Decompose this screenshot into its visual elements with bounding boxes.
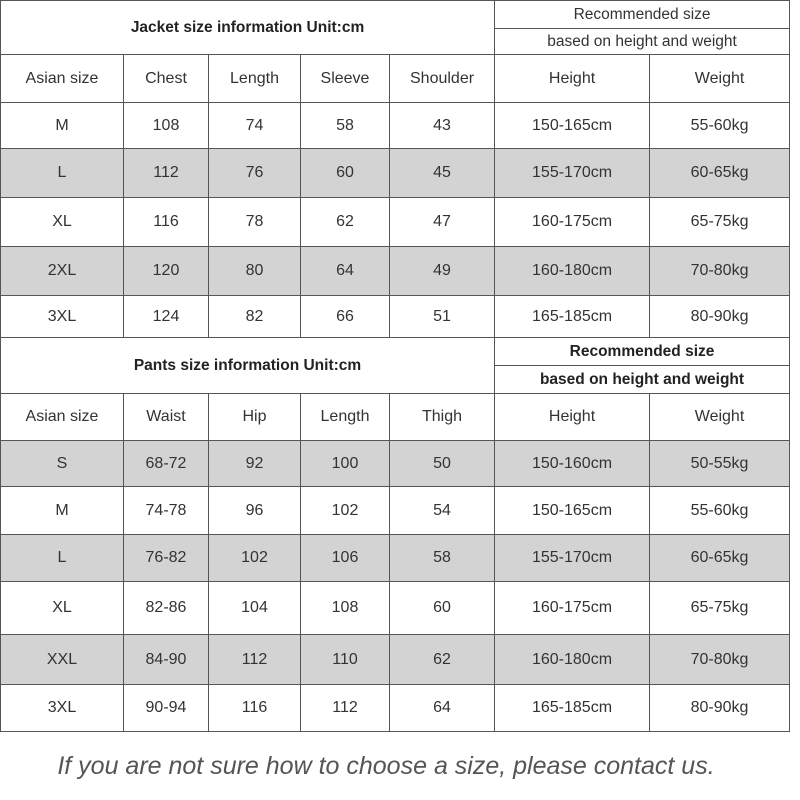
table-cell: 66	[301, 296, 390, 338]
table-cell: 51	[390, 296, 495, 338]
table-cell: 116	[124, 198, 209, 247]
table-cell: 96	[209, 487, 301, 535]
table-cell: 64	[390, 685, 495, 732]
table-cell: 60-65kg	[650, 535, 790, 582]
table-cell: S	[1, 441, 124, 487]
table-cell: 74-78	[124, 487, 209, 535]
pants-title: Pants size information Unit:cm	[1, 338, 495, 394]
table-cell: 106	[301, 535, 390, 582]
header-cell: Height	[495, 55, 650, 103]
table-cell: XXL	[1, 635, 124, 685]
table-cell: 62	[301, 198, 390, 247]
table-cell: 55-60kg	[650, 487, 790, 535]
table-cell: 150-160cm	[495, 441, 650, 487]
table-cell: 2XL	[1, 247, 124, 296]
table-cell: 45	[390, 149, 495, 198]
table-cell: 124	[124, 296, 209, 338]
table-cell: 160-175cm	[495, 582, 650, 635]
jacket-header-row	[1, 55, 790, 103]
table-cell: 82	[209, 296, 301, 338]
table-cell: 120	[124, 247, 209, 296]
table-cell: 90-94	[124, 685, 209, 732]
header-cell: Weight	[650, 394, 790, 441]
table-row	[1, 535, 790, 582]
table-cell: 58	[301, 103, 390, 149]
table-cell: XL	[1, 582, 124, 635]
table-row	[1, 487, 790, 535]
contact-note: If you are not sure how to choose a size, please contact us.	[57, 752, 715, 780]
header-cell: Asian size	[1, 55, 124, 103]
table-cell: 60	[301, 149, 390, 198]
pants-size-table	[0, 337, 790, 732]
header-cell: Waist	[124, 394, 209, 441]
header-cell: Height	[495, 394, 650, 441]
table-cell: 116	[209, 685, 301, 732]
table-cell: 160-175cm	[495, 198, 650, 247]
table-cell: 68-72	[124, 441, 209, 487]
header-cell: Chest	[124, 55, 209, 103]
header-cell: Shoulder	[390, 55, 495, 103]
table-cell: 92	[209, 441, 301, 487]
header-cell: Weight	[650, 55, 790, 103]
header-cell: Asian size	[1, 394, 124, 441]
table-cell: 70-80kg	[650, 635, 790, 685]
table-cell: 55-60kg	[650, 103, 790, 149]
table-cell: 84-90	[124, 635, 209, 685]
table-row	[1, 685, 790, 732]
header-cell: Length	[301, 394, 390, 441]
table-cell: 80-90kg	[650, 685, 790, 732]
table-cell: 108	[124, 103, 209, 149]
table-cell: 155-170cm	[495, 535, 650, 582]
table-cell: 65-75kg	[650, 582, 790, 635]
table-cell: 100	[301, 441, 390, 487]
pants-header-row	[1, 394, 790, 441]
table-cell: 3XL	[1, 296, 124, 338]
table-cell: 110	[301, 635, 390, 685]
table-cell: 78	[209, 198, 301, 247]
table-cell: 60-65kg	[650, 149, 790, 198]
table-cell: M	[1, 103, 124, 149]
table-cell: 112	[124, 149, 209, 198]
table-cell: 80	[209, 247, 301, 296]
table-cell: 49	[390, 247, 495, 296]
pants-recommended-subtitle: based on height and weight	[495, 366, 790, 394]
jacket-recommended-subtitle: based on height and weight	[495, 29, 790, 55]
table-cell: 58	[390, 535, 495, 582]
table-cell: 165-185cm	[495, 685, 650, 732]
table-cell: 50	[390, 441, 495, 487]
jacket-title: Jacket size information Unit:cm	[1, 1, 495, 55]
table-cell: 70-80kg	[650, 247, 790, 296]
table-cell: 54	[390, 487, 495, 535]
table-cell: 102	[301, 487, 390, 535]
header-cell: Length	[209, 55, 301, 103]
table-cell: 3XL	[1, 685, 124, 732]
table-row	[1, 149, 790, 198]
table-cell: 50-55kg	[650, 441, 790, 487]
table-cell: 102	[209, 535, 301, 582]
table-cell: XL	[1, 198, 124, 247]
table-row	[1, 296, 790, 338]
table-cell: 80-90kg	[650, 296, 790, 338]
table-cell: 65-75kg	[650, 198, 790, 247]
jacket-recommended-title: Recommended size	[495, 1, 790, 29]
table-cell: 60	[390, 582, 495, 635]
table-cell: 150-165cm	[495, 487, 650, 535]
table-cell: 150-165cm	[495, 103, 650, 149]
table-cell: 165-185cm	[495, 296, 650, 338]
table-cell: 160-180cm	[495, 247, 650, 296]
table-row	[1, 441, 790, 487]
table-cell: L	[1, 149, 124, 198]
table-cell: 112	[209, 635, 301, 685]
table-cell: M	[1, 487, 124, 535]
table-row	[1, 247, 790, 296]
jacket-size-table	[0, 0, 790, 338]
table-cell: 74	[209, 103, 301, 149]
table-cell: L	[1, 535, 124, 582]
table-cell: 43	[390, 103, 495, 149]
table-cell: 64	[301, 247, 390, 296]
table-cell: 76	[209, 149, 301, 198]
table-cell: 108	[301, 582, 390, 635]
table-row	[1, 198, 790, 247]
table-row	[1, 103, 790, 149]
table-cell: 82-86	[124, 582, 209, 635]
table-cell: 155-170cm	[495, 149, 650, 198]
table-cell: 47	[390, 198, 495, 247]
table-cell: 112	[301, 685, 390, 732]
header-cell: Sleeve	[301, 55, 390, 103]
table-cell: 160-180cm	[495, 635, 650, 685]
table-cell: 62	[390, 635, 495, 685]
table-cell: 76-82	[124, 535, 209, 582]
header-cell: Thigh	[390, 394, 495, 441]
table-row	[1, 582, 790, 635]
table-cell: 104	[209, 582, 301, 635]
table-row	[1, 635, 790, 685]
pants-recommended-title: Recommended size	[495, 338, 790, 366]
header-cell: Hip	[209, 394, 301, 441]
